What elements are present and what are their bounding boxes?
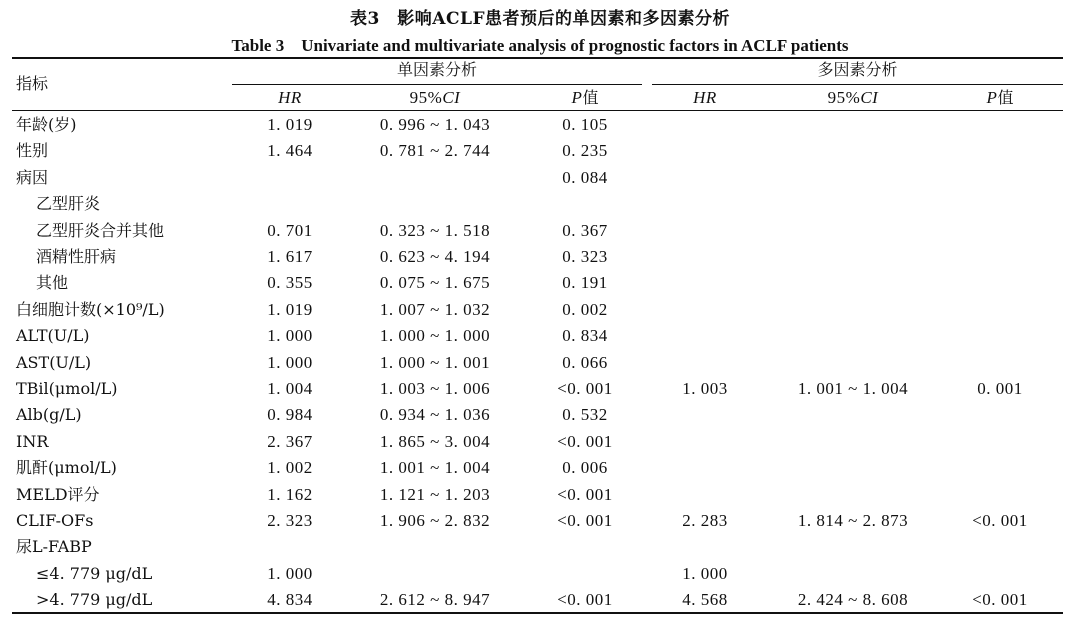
univariate-p-cell: 0. 323 xyxy=(562,247,608,266)
row-label: ≤4. 779 μg/dL xyxy=(36,563,153,583)
table-title-chinese: 表3 影响ACLF患者预后的单因素和多因素分析 xyxy=(349,9,731,29)
row-label: ALT(U/L) xyxy=(16,326,90,346)
univariate-ci-cell: 0. 323 ~ 1. 518 xyxy=(379,220,491,240)
univariate-p-cell: 0. 235 xyxy=(562,141,608,161)
univariate-ci-cell: 1. 001 ~ 1. 004 xyxy=(379,458,491,478)
multivariate-group-rule xyxy=(652,84,1063,85)
univariate-hr-cell: 1. 019 xyxy=(267,299,313,319)
univariate-ci-cell: 0. 934 ~ 1. 036 xyxy=(379,405,491,425)
row-label: 性别 xyxy=(16,141,49,161)
header-indicator: 指标 xyxy=(16,74,49,93)
row-label: AST(U/L) xyxy=(16,352,92,372)
multivariate-hr-cell: 2. 283 xyxy=(682,511,728,530)
row-label: 病因 xyxy=(16,167,49,187)
univariate-p-cell: 0. 532 xyxy=(562,405,608,425)
header-univariate-p: P值 xyxy=(571,88,599,107)
univariate-ci-cell: 1. 000 ~ 1. 000 xyxy=(379,326,491,346)
univariate-p-cell: <0. 001 xyxy=(557,431,613,451)
row-label: 肌酐(μmol/L) xyxy=(16,458,117,478)
univariate-p-cell: <0. 001 xyxy=(557,484,613,504)
univariate-p-cell: 0. 105 xyxy=(562,115,608,134)
univariate-ci-cell: 1. 000 ~ 1. 001 xyxy=(379,352,491,372)
row-label: 乙型肝炎合并其他 xyxy=(36,220,165,240)
univariate-p-cell: 0. 367 xyxy=(562,220,608,240)
row-label: 其他 xyxy=(36,273,69,293)
multivariate-ci-cell: 1. 001 ~ 1. 004 xyxy=(797,379,909,398)
univariate-ci-cell: 0. 623 ~ 4. 194 xyxy=(379,247,491,266)
univariate-ci-cell: 0. 781 ~ 2. 744 xyxy=(379,141,491,161)
row-label: 年龄(岁) xyxy=(16,115,77,134)
header-univariate-ci: 95%CI xyxy=(409,88,461,107)
multivariate-p-cell: <0. 001 xyxy=(972,590,1028,610)
bottom-rule xyxy=(12,612,1063,614)
row-label: 尿L-FABP xyxy=(16,537,92,557)
univariate-hr-cell: 0. 701 xyxy=(267,220,313,240)
row-label: 白细胞计数(×10⁹/L) xyxy=(16,299,165,319)
univariate-hr-cell: 1. 162 xyxy=(267,484,313,504)
header-multivariate-hr: HR xyxy=(693,88,717,107)
univariate-ci-cell: 1. 003 ~ 1. 006 xyxy=(379,379,491,398)
univariate-p-cell: 0. 006 xyxy=(562,458,608,478)
univariate-group-rule xyxy=(232,84,642,85)
univariate-ci-cell: 2. 612 ~ 8. 947 xyxy=(379,590,491,610)
row-label: MELD评分 xyxy=(16,484,100,504)
univariate-ci-cell: 0. 996 ~ 1. 043 xyxy=(379,115,491,134)
row-label: 乙型肝炎 xyxy=(36,194,101,214)
row-label: Alb(g/L) xyxy=(16,405,82,425)
row-label: INR xyxy=(16,431,49,451)
header-univariate: 单因素分析 xyxy=(396,60,477,79)
univariate-hr-cell: 1. 004 xyxy=(267,379,313,398)
row-label: 酒精性肝病 xyxy=(36,247,117,266)
table-title-english: Table 3 Univariate and multivariate analysis of prognostic factors in ACLF patients xyxy=(231,36,849,55)
univariate-ci-cell: 0. 075 ~ 1. 675 xyxy=(379,273,491,293)
multivariate-p-cell: <0. 001 xyxy=(972,511,1028,530)
univariate-hr-cell: 1. 000 xyxy=(267,352,313,372)
univariate-hr-cell: 2. 323 xyxy=(267,511,313,530)
univariate-hr-cell: 1. 617 xyxy=(267,247,313,266)
header-multivariate-ci: 95%CI xyxy=(827,88,879,107)
univariate-ci-cell: 1. 007 ~ 1. 032 xyxy=(379,299,491,319)
univariate-p-cell: 0. 834 xyxy=(562,326,608,346)
header-multivariate: 多因素分析 xyxy=(817,60,898,79)
multivariate-p-cell: 0. 001 xyxy=(977,379,1023,398)
multivariate-hr-cell: 1. 000 xyxy=(682,563,728,583)
multivariate-hr-cell: 4. 568 xyxy=(682,590,728,610)
univariate-ci-cell: 1. 865 ~ 3. 004 xyxy=(379,431,491,451)
univariate-p-cell: 0. 084 xyxy=(562,167,608,187)
multivariate-ci-cell: 2. 424 ~ 8. 608 xyxy=(797,590,909,610)
header-univariate-hr: HR xyxy=(278,88,302,107)
univariate-hr-cell: 1. 000 xyxy=(267,326,313,346)
univariate-hr-cell: 4. 834 xyxy=(267,590,313,610)
row-label: TBil(μmol/L) xyxy=(16,379,118,398)
row-label: >4. 779 μg/dL xyxy=(36,590,153,610)
univariate-p-cell: <0. 001 xyxy=(557,590,613,610)
univariate-p-cell: <0. 001 xyxy=(557,379,613,398)
univariate-p-cell: <0. 001 xyxy=(557,511,613,530)
univariate-p-cell: 0. 191 xyxy=(562,273,608,293)
univariate-hr-cell: 1. 464 xyxy=(267,141,313,161)
multivariate-hr-cell: 1. 003 xyxy=(682,379,728,398)
row-label: CLIF-OFs xyxy=(16,511,94,530)
univariate-p-cell: 0. 066 xyxy=(562,352,608,372)
header-bottom-rule xyxy=(12,110,1063,111)
univariate-ci-cell: 1. 121 ~ 1. 203 xyxy=(379,484,491,504)
univariate-p-cell: 0. 002 xyxy=(562,299,608,319)
univariate-hr-cell: 1. 000 xyxy=(267,563,313,583)
header-multivariate-p: P值 xyxy=(986,88,1014,107)
univariate-hr-cell: 1. 002 xyxy=(267,458,313,478)
univariate-hr-cell: 0. 355 xyxy=(267,273,313,293)
univariate-hr-cell: 2. 367 xyxy=(267,431,313,451)
multivariate-ci-cell: 1. 814 ~ 2. 873 xyxy=(797,511,909,530)
univariate-hr-cell: 0. 984 xyxy=(267,405,313,425)
univariate-hr-cell: 1. 019 xyxy=(267,115,313,134)
univariate-ci-cell: 1. 906 ~ 2. 832 xyxy=(379,511,491,530)
